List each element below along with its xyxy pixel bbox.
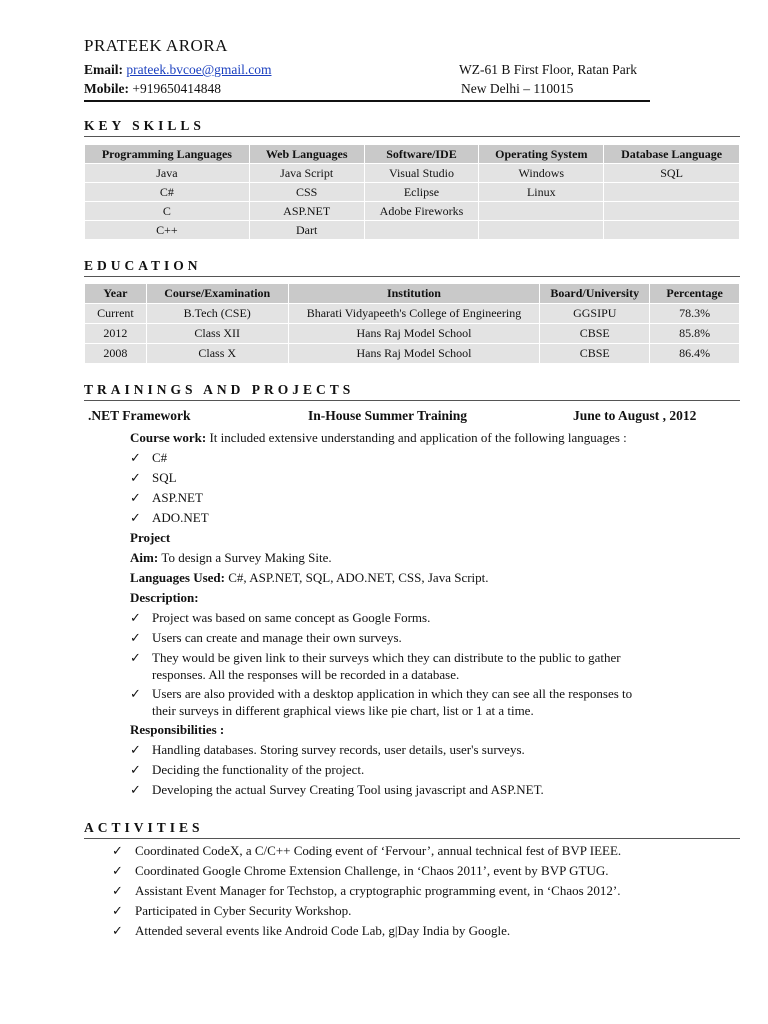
skills-cell: C	[85, 202, 250, 221]
coursework-line	[130, 430, 627, 446]
skills-cell: CSS	[249, 183, 364, 202]
check-icon: ✓	[130, 470, 141, 485]
responsibility-item: Handling databases. Storing survey records, user details, user's surveys.	[152, 742, 525, 757]
skills-cell: SQL	[604, 164, 740, 183]
education-cell: 78.3%	[650, 304, 740, 324]
section-title-trainings: TRAININGS AND PROJECTS	[84, 382, 355, 397]
description-item: They would be given link to their surveys which they can distribute to the public to gather	[152, 650, 621, 665]
check-icon: ✓	[130, 762, 141, 777]
section-rule-education	[84, 276, 740, 277]
check-icon: ✓	[130, 610, 141, 625]
check-icon: ✓	[112, 843, 123, 858]
activity-item: Assistant Event Manager for Techstop, a cryptographic programming event, in ‘Chaos 2012’.	[135, 883, 621, 898]
education-cell: CBSE	[540, 344, 650, 364]
address-line-1: WZ-61 B First Floor, Ratan Park	[459, 62, 637, 77]
skills-cell: ASP.NET	[249, 202, 364, 221]
check-icon: ✓	[130, 450, 141, 465]
description-label: Description:	[130, 590, 199, 605]
training-type: In-House Summer Training	[308, 408, 468, 423]
check-icon: ✓	[130, 510, 141, 525]
education-header-cell: Board/University	[540, 284, 650, 304]
education-cell: Class XII	[146, 324, 288, 344]
description-heading	[130, 590, 199, 606]
skills-table	[84, 144, 740, 240]
skills-cell: Java Script	[249, 164, 364, 183]
check-icon: ✓	[130, 650, 141, 665]
address-block	[459, 60, 637, 98]
aim-text: To design a Survey Making Site.	[161, 550, 332, 565]
education-cell: Bharati Vidyapeeth's College of Engineering	[288, 304, 540, 324]
language-item: ASP.NET	[152, 490, 203, 505]
skills-cell: C#	[85, 183, 250, 202]
education-cell: GGSIPU	[540, 304, 650, 324]
education-header-cell: Institution	[288, 284, 540, 304]
skills-cell	[604, 221, 740, 240]
check-icon: ✓	[112, 863, 123, 878]
education-cell: B.Tech (CSE)	[146, 304, 288, 324]
skills-cell: Java	[85, 164, 250, 183]
address-line-2: New Delhi – 110015	[461, 81, 574, 96]
education-row	[85, 344, 740, 364]
skills-cell	[479, 221, 604, 240]
languages-used-label: Languages Used:	[130, 570, 229, 585]
email-label: Email:	[84, 62, 123, 77]
section-title-skills: KEY SKILLS	[84, 118, 205, 133]
header-divider	[84, 100, 650, 102]
skills-row	[85, 183, 740, 202]
check-icon: ✓	[130, 490, 141, 505]
section-rule-skills	[84, 136, 740, 137]
skills-cell: Dart	[249, 221, 364, 240]
skills-header-cell: Software/IDE	[364, 145, 479, 164]
aim-line	[130, 550, 332, 566]
section-title-education: EDUCATION	[84, 258, 202, 273]
activity-item: Attended several events like Android Code Lab, g|Day India by Google.	[135, 923, 511, 938]
description-item-continued: responses. All the responses will be recorded in a database.	[152, 667, 460, 682]
check-icon: ✓	[130, 630, 141, 645]
check-icon: ✓	[112, 903, 123, 918]
section-rule-trainings	[84, 400, 740, 401]
skills-cell	[479, 202, 604, 221]
skills-cell: C++	[85, 221, 250, 240]
education-cell: Class X	[146, 344, 288, 364]
check-icon: ✓	[112, 923, 123, 938]
skills-cell: Eclipse	[364, 183, 479, 202]
education-cell: 86.4%	[650, 344, 740, 364]
skills-header-cell: Database Language	[604, 145, 740, 164]
activity-item: Coordinated Google Chrome Extension Challenge, in ‘Chaos 2011’, event by BVP GTUG.	[135, 863, 609, 878]
education-cell: 2008	[85, 344, 147, 364]
description-item: Project was based on same concept as Google Forms.	[152, 610, 431, 625]
skills-row	[85, 202, 740, 221]
project-label: Project	[130, 530, 171, 545]
training-period: June to August , 2012	[573, 408, 697, 423]
education-cell: 2012	[85, 324, 147, 344]
language-item: C#	[152, 450, 168, 465]
email-link[interactable]: prateek.bvcoe@gmail.com	[126, 62, 272, 77]
skills-header-cell: Web Languages	[249, 145, 364, 164]
skills-row	[85, 164, 740, 183]
coursework-text: It included extensive understanding and application of the following languages :	[209, 430, 627, 445]
contact-left	[84, 60, 272, 98]
description-item-continued: their surveys in different graphical views like pie chart, list or 1 at a time.	[152, 703, 534, 718]
project-heading	[130, 530, 170, 546]
check-icon: ✓	[130, 782, 141, 797]
description-item: Users are also provided with a desktop application in which they can see all the responses to	[152, 686, 633, 701]
education-row	[85, 304, 740, 324]
skills-cell: Linux	[479, 183, 604, 202]
responsibility-item: Deciding the functionality of the project.	[152, 762, 365, 777]
language-item: ADO.NET	[152, 510, 209, 525]
mobile-number: +919650414848	[132, 81, 221, 96]
activity-item: Participated in Cyber Security Workshop.	[135, 903, 352, 918]
education-header-cell: Course/Examination	[146, 284, 288, 304]
responsibilities-label: Responsibilities :	[130, 722, 225, 737]
description-item: Users can create and manage their own surveys.	[152, 630, 402, 645]
skills-cell: Windows	[479, 164, 604, 183]
responsibilities-heading	[130, 722, 224, 738]
education-header-cell: Year	[85, 284, 147, 304]
responsibility-item: Developing the actual Survey Creating Tool using javascript and ASP.NET.	[152, 782, 544, 797]
skills-header-cell: Operating System	[479, 145, 604, 164]
skills-cell: Visual Studio	[364, 164, 479, 183]
education-cell: 85.8%	[650, 324, 740, 344]
skills-cell	[604, 183, 740, 202]
training-framework: .NET Framework	[88, 408, 191, 423]
skills-header-cell: Programming Languages	[85, 145, 250, 164]
skills-row	[85, 221, 740, 240]
education-header-cell: Percentage	[650, 284, 740, 304]
education-table	[84, 283, 740, 364]
education-cell: Hans Raj Model School	[288, 344, 540, 364]
check-icon: ✓	[112, 883, 123, 898]
education-cell: Current	[85, 304, 147, 324]
section-title-activities: ACTIVITIES	[84, 820, 204, 835]
education-row	[85, 324, 740, 344]
section-rule-activities	[84, 838, 740, 839]
activity-item: Coordinated CodeX, a C/C++ Coding event of ‘Fervour’, annual technical fest of BVP IEEE.	[135, 843, 622, 858]
skills-cell: Adobe Fireworks	[364, 202, 479, 221]
languages-used-text: C#, ASP.NET, SQL, ADO.NET, CSS, Java Script.	[228, 570, 489, 585]
education-cell: CBSE	[540, 324, 650, 344]
languages-used-line	[130, 570, 489, 586]
check-icon: ✓	[130, 686, 141, 701]
coursework-label: Course work:	[130, 430, 210, 445]
skills-cell	[604, 202, 740, 221]
education-cell: Hans Raj Model School	[288, 324, 540, 344]
aim-label: Aim:	[130, 550, 162, 565]
language-item: SQL	[152, 470, 177, 485]
check-icon: ✓	[130, 742, 141, 757]
skills-cell	[364, 221, 479, 240]
mobile-label: Mobile:	[84, 81, 129, 96]
candidate-name: PRATEEK ARORA	[84, 36, 228, 55]
